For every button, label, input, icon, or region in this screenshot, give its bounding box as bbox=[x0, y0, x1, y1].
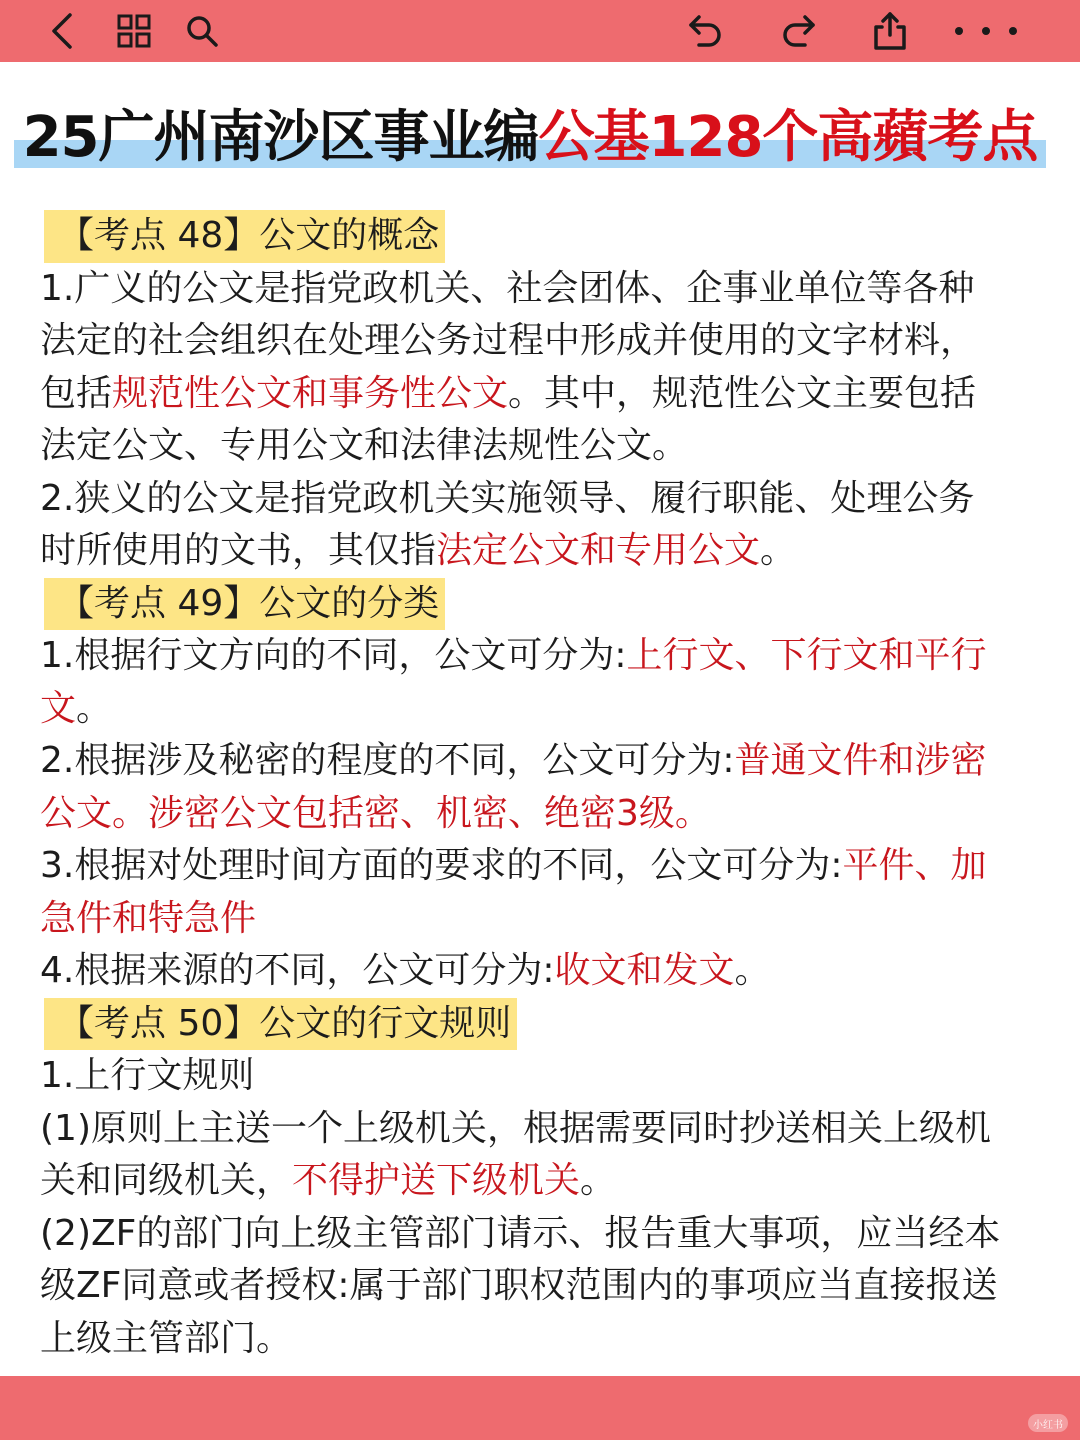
text-line: 级ZF同意或者授权:属于部门职权范围内的事项应当直接报送 bbox=[40, 1265, 998, 1306]
section-heading-48 bbox=[40, 210, 1040, 263]
text-line: 上级主管部门。 bbox=[40, 1317, 293, 1359]
red-emphasis: 文 bbox=[40, 687, 77, 729]
text-line: 公文。涉密公文包括密、机密、绝密3级。 bbox=[40, 792, 711, 834]
text-line: 法定的社会组织在处理公务过程中形成并使用的文字材料， bbox=[40, 320, 977, 361]
text-span: 关和同级机关， bbox=[40, 1160, 293, 1201]
text-span: 3.根据对处理时间方面的要求的不同，公文可分为: bbox=[40, 845, 843, 886]
heading-highlight: 【考点 49】公文的分类 bbox=[44, 578, 445, 631]
text-line: 法定公文、专用公文和法律法规性公文。 bbox=[40, 425, 689, 466]
text-line bbox=[40, 630, 1040, 683]
search-icon[interactable] bbox=[180, 0, 224, 62]
text-span: 4.根据来源的不同，公文可分为: bbox=[40, 950, 555, 991]
red-emphasis: 平件、加 bbox=[842, 845, 987, 886]
red-emphasis: 规范性公文和事务性公文 bbox=[112, 372, 509, 414]
text-line: 1.上行文规则 bbox=[40, 1055, 255, 1096]
back-icon[interactable] bbox=[40, 0, 84, 62]
red-emphasis: 不得护送下级机关 bbox=[292, 1160, 581, 1201]
text-line: (2)ZF的部门向上级主管部门请示、报告重大事项，应当经本 bbox=[40, 1212, 1001, 1254]
section-heading-49 bbox=[40, 578, 1040, 631]
grid-icon[interactable] bbox=[112, 0, 156, 62]
text-span: 时所使用的文书，其仅指 bbox=[40, 530, 437, 571]
heading-highlight: 【考点 50】公文的行文规则 bbox=[44, 998, 517, 1051]
text-line bbox=[40, 945, 1040, 998]
text-line: 1.广义的公文是指党政机关、社会团体、企事业单位等各种 bbox=[40, 267, 975, 309]
text-line bbox=[40, 735, 1040, 788]
undo-icon[interactable] bbox=[684, 0, 728, 62]
text-span: 。 bbox=[580, 1160, 617, 1201]
more-icon[interactable] bbox=[948, 0, 1024, 62]
text-span: 。 bbox=[734, 950, 771, 991]
text-line bbox=[40, 525, 1040, 578]
text-line: 2.狭义的公文是指党政机关实施领导、履行职能、处理公务 bbox=[40, 477, 975, 519]
top-toolbar bbox=[0, 0, 1080, 62]
text-span: 。 bbox=[760, 530, 797, 571]
page-title bbox=[14, 96, 1046, 180]
text-span: 2.根据涉及秘密的程度的不同，公文可分为: bbox=[40, 740, 735, 781]
text-span: 。其中，规范性公文主要包括 bbox=[508, 372, 977, 414]
text-line bbox=[40, 1155, 1040, 1208]
article-body bbox=[40, 210, 1040, 1365]
text-line bbox=[40, 683, 1040, 736]
title-part-2: 公基128个高蘋考点 bbox=[538, 105, 1038, 170]
redo-icon[interactable] bbox=[776, 0, 820, 62]
watermark-badge: 小红书 bbox=[1028, 1414, 1068, 1432]
text-line bbox=[40, 368, 1040, 421]
title-part-1: 25广州南沙区事业编 bbox=[22, 105, 539, 170]
text-line: (1)原则上主送一个上级机关，根据需要同时抄送相关上级机 bbox=[40, 1107, 991, 1149]
page-title-block bbox=[14, 96, 1046, 180]
red-emphasis: 上行文、下行文和平行 bbox=[626, 635, 987, 676]
bottom-bar bbox=[0, 1376, 1080, 1440]
text-span: 1.根据行文方向的不同，公文可分为: bbox=[40, 635, 627, 676]
text-span: 。 bbox=[76, 687, 113, 729]
red-emphasis: 普通文件和涉密 bbox=[734, 740, 987, 781]
section-heading-50 bbox=[40, 998, 1040, 1051]
red-emphasis: 收文和发文 bbox=[554, 950, 735, 991]
text-line bbox=[40, 840, 1040, 893]
red-emphasis: 法定公文和专用公文 bbox=[436, 530, 761, 571]
share-icon[interactable] bbox=[868, 0, 912, 62]
text-span: 包括 bbox=[40, 372, 113, 414]
text-line: 急件和特急件 bbox=[40, 897, 257, 939]
heading-highlight: 【考点 48】公文的概念 bbox=[44, 210, 445, 263]
